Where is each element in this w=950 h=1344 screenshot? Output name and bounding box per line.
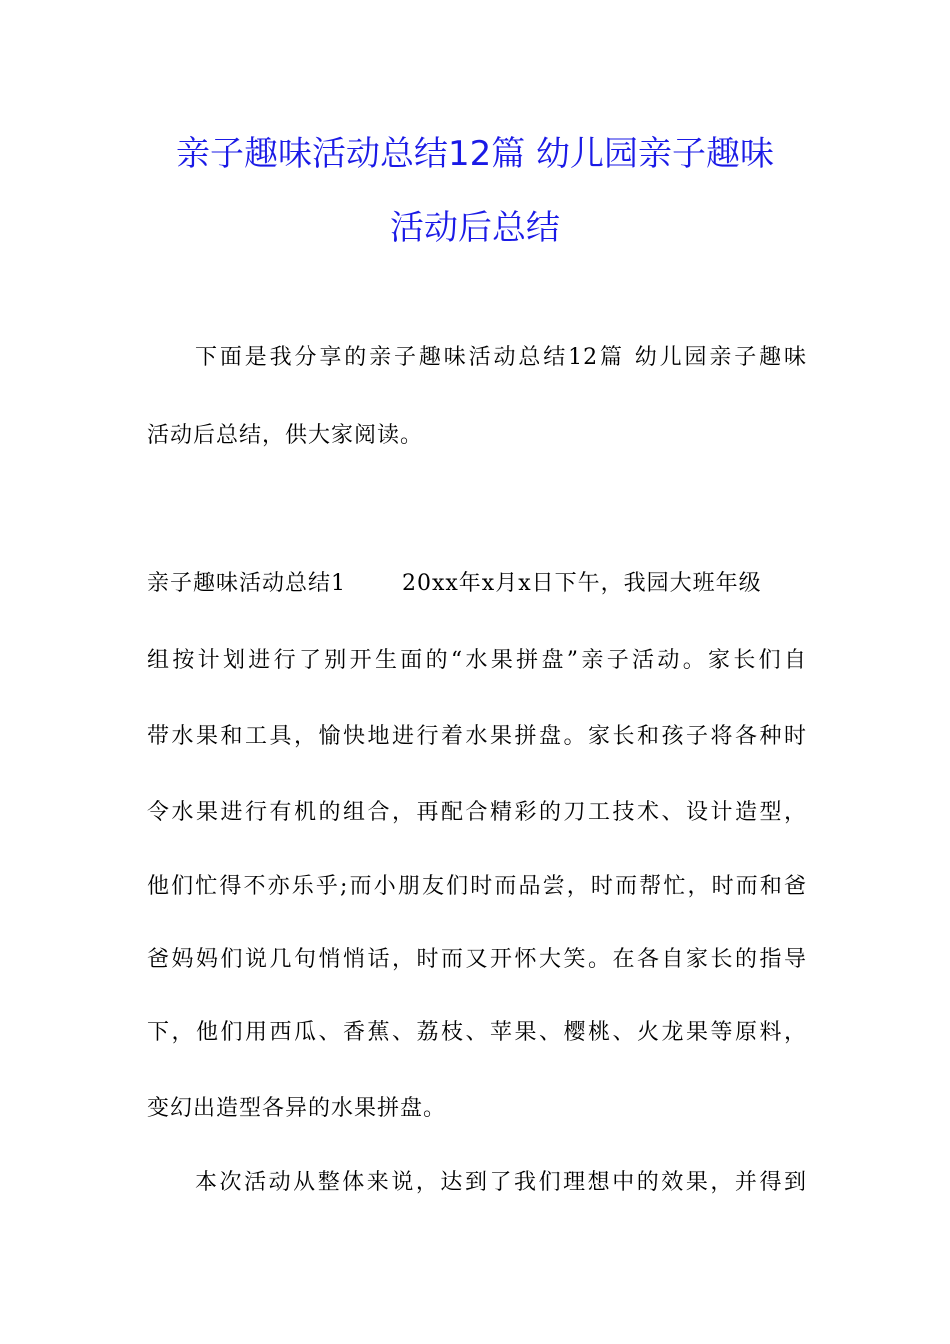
intro-line-2: 活动后总结，供大家阅读。 [147,423,424,448]
section-1-line-1 [147,569,807,599]
section-1-heading: 亲子趣味活动总结1 [147,571,346,596]
section-1-line-5: 他们忙得不亦乐乎;而小朋友们时而品尝，时而帮忙，时而和爸 [147,874,807,899]
section-1-paragraph-2-line-1: 本次活动从整体来说，达到了我们理想中的效果，并得到 [195,1170,807,1195]
section-1-line-3: 带水果和工具，愉快地进行着水果拼盘。家长和孩子将各种时 [147,724,807,749]
section-1-line-4: 令水果进行有机的组合，再配合精彩的刀工技术、设计造型， [147,800,807,825]
section-1-line-6: 爸妈妈们说几句悄悄话，时而又开怀大笑。在各自家长的指导 [147,947,807,972]
document-title-line-1: 亲子趣味活动总结12篇 幼儿园亲子趣味 [175,134,775,174]
section-1-line-8: 变幻出造型各异的水果拼盘。 [147,1096,447,1121]
section-1-line-2: 组按计划进行了别开生面的“水果拼盘”亲子活动。家长们自 [147,648,807,673]
document-title-line-2: 活动后总结 [390,208,560,248]
section-1-line-1-text: 20xx年x月x日下午，我园大班年级 [402,571,762,596]
intro-line-1: 下面是我分享的亲子趣味活动总结12篇 幼儿园亲子趣味 [195,345,807,370]
section-1-line-7: 下，他们用西瓜、香蕉、荔枝、苹果、樱桃、火龙果等原料， [147,1020,807,1045]
